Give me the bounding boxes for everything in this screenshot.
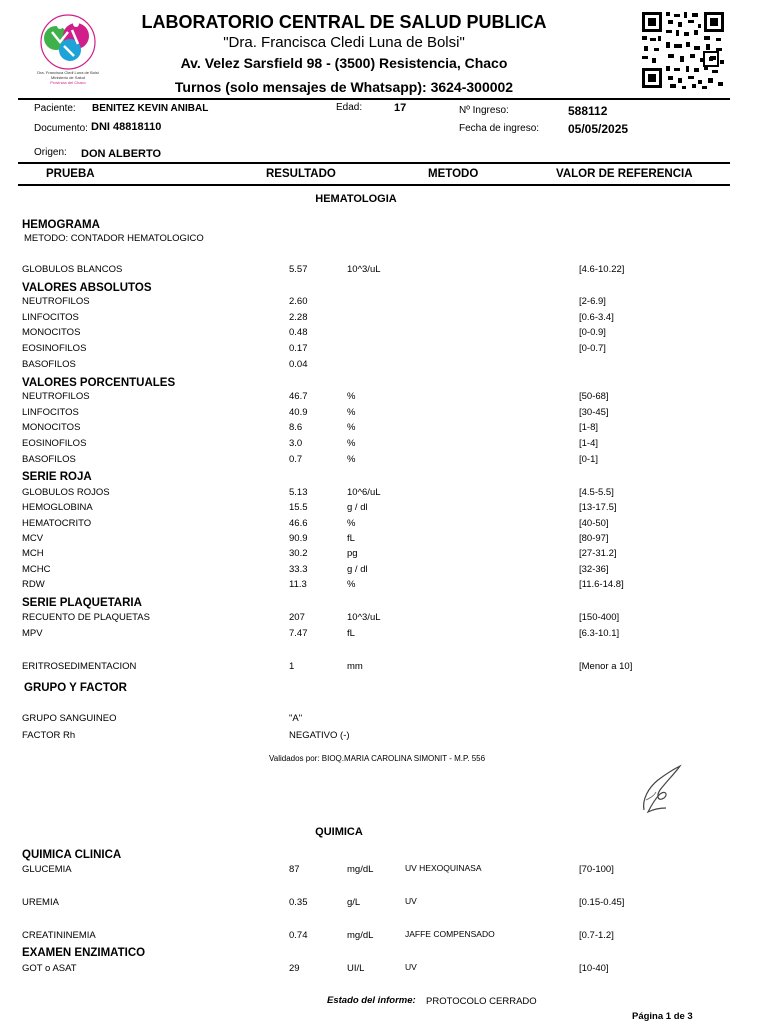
test-unit: 10^3/uL	[347, 264, 381, 275]
test-method: UV	[405, 962, 417, 972]
result-row	[0, 564, 768, 579]
test-name: MONOCITOS	[22, 327, 81, 339]
test-reference: [4.5-5.5]	[579, 487, 614, 498]
test-result: 0.35	[289, 897, 308, 908]
test-unit: fL	[347, 532, 355, 544]
test-unit: %	[347, 578, 356, 590]
col-referencia: VALOR DE REFERENCIA	[556, 168, 693, 180]
test-reference: [27-31.2]	[579, 548, 617, 560]
test-reference: [4.6-10.22]	[579, 264, 625, 275]
result-row	[0, 628, 768, 643]
test-name: LINFOCITOS	[22, 311, 79, 323]
result-row	[0, 661, 768, 676]
test-result: 0.17	[289, 343, 308, 355]
test-result: 1	[289, 661, 295, 672]
roja-title: SERIE ROJA	[22, 471, 92, 483]
test-reference: [150-400]	[579, 612, 620, 623]
test-result: 0.04	[289, 358, 308, 370]
logo-caption-2: Ministerio de Salud	[50, 75, 86, 80]
quimica-title: QUIMICA	[315, 826, 363, 838]
test-name: MCH	[22, 548, 44, 560]
result-row	[0, 579, 768, 594]
paciente-label: Paciente:	[34, 103, 76, 114]
columns-top-rule	[18, 162, 730, 164]
test-name: BASOFILOS	[22, 358, 76, 370]
enzimatico-title: EXAMEN ENZIMATICO	[22, 947, 146, 959]
test-unit: %	[347, 422, 356, 434]
columns-bottom-rule	[18, 184, 730, 186]
test-name: NEUTROFILOS	[22, 296, 90, 307]
result-row	[0, 713, 768, 728]
result-row	[0, 930, 768, 945]
test-unit: g / dl	[347, 502, 368, 514]
test-name: LINFOCITOS	[22, 406, 79, 418]
test-name: GRUPO SANGUINEO	[22, 713, 117, 724]
test-name: MCV	[22, 532, 44, 544]
fecha-label: Fecha de ingreso:	[459, 123, 540, 134]
test-reference: [40-50]	[579, 517, 609, 529]
test-unit: g/L	[347, 897, 361, 908]
test-result: 0.48	[289, 327, 308, 339]
test-result: 46.6	[289, 517, 308, 529]
result-row	[0, 312, 768, 327]
test-result: 11.3	[289, 578, 307, 590]
logo-caption-1: Dra. Francisca Cledi Luna de Bolsi	[37, 70, 99, 75]
test-result: 33.3	[289, 563, 308, 575]
test-unit: %	[347, 517, 356, 529]
test-unit: pg	[347, 548, 358, 560]
lab-name: LABORATORIO CENTRAL DE SALUD PUBLICA	[141, 12, 547, 32]
result-row	[0, 963, 768, 978]
test-result: 0.74	[289, 930, 308, 941]
test-name: GLOBULOS ROJOS	[22, 487, 110, 498]
test-reference: [80-97]	[579, 532, 609, 544]
test-reference: [Menor a 10]	[579, 661, 633, 672]
test-result: 30.2	[289, 548, 308, 560]
test-unit: 10^3/uL	[347, 612, 381, 623]
documento-label: Documento:	[34, 123, 88, 134]
test-result: "A"	[289, 713, 303, 724]
test-name: RDW	[22, 578, 45, 590]
test-reference: [13-17.5]	[579, 502, 617, 514]
test-unit: fL	[347, 627, 355, 639]
test-reference: [6.3-10.1]	[579, 627, 620, 639]
test-result: NEGATIVO (-)	[289, 730, 350, 741]
test-result: 5.57	[289, 264, 308, 275]
test-result: 90.9	[289, 532, 308, 544]
test-name: MONOCITOS	[22, 422, 81, 434]
estado-label: Estado del informe:	[327, 995, 416, 1006]
result-row	[0, 897, 768, 912]
test-name: MCHC	[22, 563, 51, 575]
test-result: 2.60	[289, 296, 308, 307]
origen-value: DON ALBERTO	[81, 148, 162, 160]
test-reference: [32-36]	[579, 563, 609, 575]
col-prueba: PRUEBA	[46, 168, 95, 180]
test-name: CREATININEMIA	[22, 930, 96, 941]
test-reference: [1-8]	[579, 422, 599, 434]
test-result: 15.5	[289, 502, 308, 514]
test-method: UV HEXOQUINASA	[405, 863, 482, 873]
lab-address: Av. Velez Sarsfield 98 - (3500) Resistencia, Chaco	[180, 55, 508, 71]
test-result: 29	[289, 963, 300, 974]
test-result: 207	[289, 612, 305, 623]
test-result: 5.13	[289, 487, 308, 498]
hematologia-title: HEMATOLOGIA	[315, 193, 397, 205]
hemograma-metodo: METODO: CONTADOR HEMATOLOGICO	[24, 233, 204, 244]
test-name: HEMOGLOBINA	[22, 502, 93, 514]
test-name: GOT o ASAT	[22, 963, 77, 974]
logo-caption-3: Provincia del Chaco	[50, 80, 86, 85]
test-reference: [1-4]	[579, 438, 599, 450]
col-metodo: METODO	[428, 168, 479, 180]
test-reference: [0-0.7]	[579, 343, 606, 355]
fecha-value: 05/05/2025	[568, 122, 629, 136]
result-row	[0, 533, 768, 548]
test-reference: [11.6-14.8]	[579, 578, 624, 590]
test-reference: [0-0.9]	[579, 327, 606, 339]
page-number: Página 1 de 3	[632, 1011, 693, 1022]
test-reference: [30-45]	[579, 406, 609, 418]
result-row	[0, 407, 768, 422]
qr-code	[640, 10, 726, 90]
test-unit: %	[347, 438, 356, 450]
paciente-value: BENITEZ KEVIN ANIBAL	[92, 103, 209, 114]
signature	[636, 760, 686, 816]
absolutos-title: VALORES ABSOLUTOS	[22, 282, 152, 294]
test-unit: mm	[347, 661, 363, 672]
result-row	[0, 359, 768, 374]
result-row	[0, 502, 768, 517]
test-name: FACTOR Rh	[22, 730, 76, 741]
test-reference: [0.7-1.2]	[579, 930, 614, 941]
test-reference: [0.15-0.45]	[579, 897, 625, 908]
test-name: EOSINOFILOS	[22, 343, 87, 355]
plaquetaria-title: SERIE PLAQUETARIA	[22, 597, 142, 609]
test-method: JAFFE COMPENSADO	[405, 929, 495, 939]
result-row	[0, 548, 768, 563]
test-unit: %	[347, 453, 356, 465]
result-row	[0, 422, 768, 437]
test-result: 40.9	[289, 406, 308, 418]
test-name: RECUENTO DE PLAQUETAS	[22, 612, 150, 623]
result-row	[0, 864, 768, 879]
test-reference: [0.6-3.4]	[579, 311, 614, 323]
test-unit: g / dl	[347, 563, 368, 575]
test-reference: [50-68]	[579, 391, 609, 402]
ingreso-label: Nº Ingreso:	[459, 105, 509, 116]
lab-subtitle: "Dra. Francisca Cledi Luna de Bolsi"	[223, 34, 465, 51]
test-reference: [2-6.9]	[579, 296, 606, 307]
col-resultado: RESULTADO	[266, 168, 336, 180]
test-unit: UI/L	[347, 963, 365, 974]
header-rule	[18, 98, 730, 100]
result-row	[0, 487, 768, 502]
result-row	[0, 454, 768, 469]
test-result: 0.7	[289, 453, 303, 465]
test-name: ERITROSEDIMENTACION	[22, 661, 137, 672]
result-row	[0, 343, 768, 358]
test-result: 8.6	[289, 422, 303, 434]
test-unit: mg/dL	[347, 930, 374, 941]
test-name: GLUCEMIA	[22, 864, 72, 875]
result-row	[0, 264, 768, 279]
origen-label: Origen:	[34, 147, 67, 158]
test-method: UV	[405, 896, 417, 906]
test-unit: %	[347, 391, 356, 402]
test-unit: 10^6/uL	[347, 487, 381, 498]
hemograma-title: HEMOGRAMA	[22, 219, 100, 231]
result-row	[0, 518, 768, 533]
validado-text: Validados por: BIOQ.MARIA CAROLINA SIMONIT - M.P. 556	[269, 754, 486, 763]
result-row	[0, 391, 768, 406]
lab-turnos: Turnos (solo mensajes de Whatsapp): 3624-300002	[174, 79, 514, 95]
test-result: 3.0	[289, 438, 303, 450]
test-result: 7.47	[289, 627, 308, 639]
test-unit: %	[347, 406, 356, 418]
grupo-title: GRUPO Y FACTOR	[24, 682, 127, 694]
edad-value: 17	[394, 102, 407, 114]
test-name: BASOFILOS	[22, 453, 76, 465]
result-row	[0, 327, 768, 342]
edad-label: Edad:	[336, 102, 363, 113]
test-result: 2.28	[289, 311, 308, 323]
result-row	[0, 730, 768, 745]
result-row	[0, 612, 768, 627]
result-row	[0, 296, 768, 311]
test-name: HEMATOCRITO	[22, 517, 92, 529]
test-name: UREMIA	[22, 897, 59, 908]
test-reference: [10-40]	[579, 963, 609, 974]
estado-value: PROTOCOLO CERRADO	[426, 996, 537, 1007]
result-row	[0, 438, 768, 453]
test-name: MPV	[22, 627, 43, 639]
ingreso-value: 588112	[568, 104, 608, 118]
test-reference: [70-100]	[579, 864, 614, 875]
quimica-clinica-title: QUIMICA CLINICA	[22, 849, 122, 861]
test-name: NEUTROFILOS	[22, 391, 90, 402]
test-name: GLOBULOS BLANCOS	[22, 264, 123, 275]
test-unit: mg/dL	[347, 864, 374, 875]
test-reference: [0-1]	[579, 453, 599, 465]
documento-value: DNI 48818110	[91, 121, 162, 133]
porcentuales-title: VALORES PORCENTUALES	[22, 377, 176, 389]
test-name: EOSINOFILOS	[22, 438, 87, 450]
test-result: 46.7	[289, 391, 308, 402]
test-result: 87	[289, 864, 300, 875]
